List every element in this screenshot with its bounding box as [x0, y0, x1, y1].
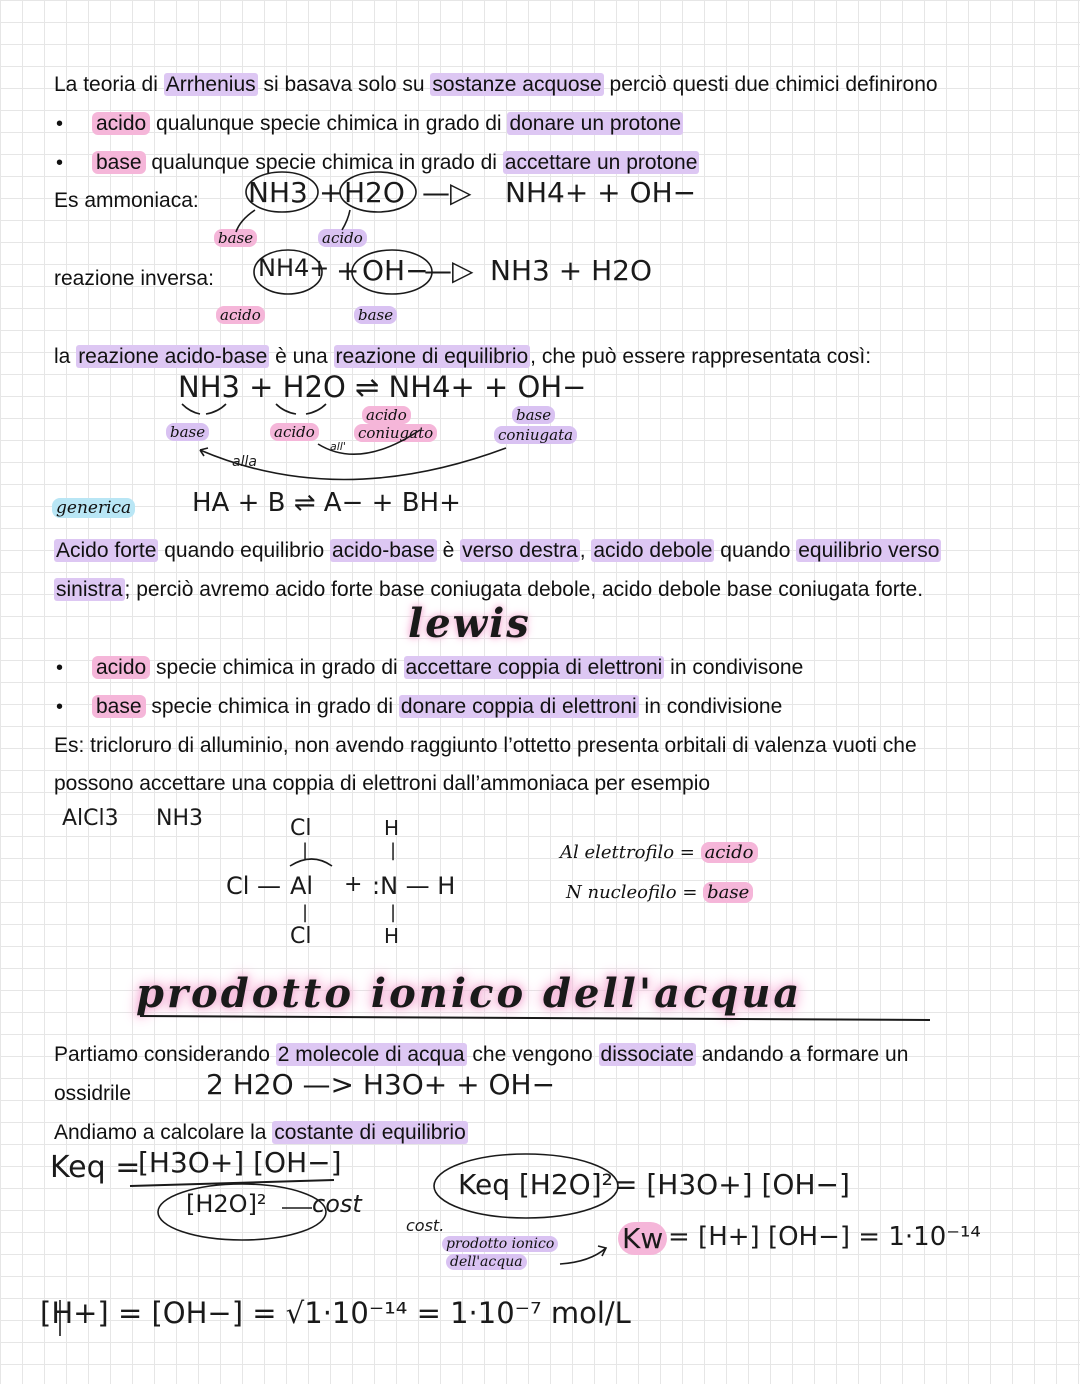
pointer-stroke: [236, 210, 255, 232]
structure-bond: |: [390, 902, 397, 923]
tag-base: base: [166, 423, 209, 441]
role-text: =: [674, 842, 701, 863]
role-base: base: [703, 882, 753, 903]
structure-cl-left: Cl —: [226, 872, 282, 900]
arc-arrow: [318, 430, 420, 454]
brace-stroke: [276, 404, 326, 414]
role-text: Al elettrofilo: [560, 842, 675, 863]
strength-text: ; perciò avremo acido forte base coniugata debole, acido debole base coniugata forte.: [124, 578, 924, 601]
highlight-arrhenius: Arrhenius: [165, 73, 256, 96]
circle-oh: [352, 250, 432, 294]
arrow-note-alla: alla: [232, 454, 257, 470]
water-equation: 2 H2O —> H3O+ + OH−: [206, 1068, 556, 1101]
highlight-accettare: accettare un protone: [504, 151, 698, 174]
highlight-dissociate: dissociate: [600, 1043, 694, 1066]
keq-rearranged-rhs: = [H3O+] [OH−]: [614, 1168, 850, 1201]
highlight-sostanze-acquose: sostanze acquose: [432, 73, 602, 96]
structure-h-bottom: H: [384, 924, 400, 948]
inverse-arrow: —▷: [424, 254, 474, 287]
ammonia-arrow: —▷: [422, 176, 472, 209]
structure-plus: +: [344, 872, 363, 897]
keq-rearranged: Keq [H2O]²: [458, 1168, 613, 1201]
note-prodotto-ionico: prodotto ionico: [442, 1236, 558, 1252]
water-text: Partiamo considerando: [54, 1043, 276, 1066]
water-paragraph-2: ossidrile: [54, 1082, 132, 1105]
tag-base-coniugata-2: coniugata: [494, 426, 577, 444]
keq-cost2: cost.: [406, 1216, 445, 1235]
brace-stroke: [182, 404, 226, 414]
formula-alcl3: AlCl3: [62, 806, 119, 831]
ammonia-reagent-1: NH3: [248, 176, 308, 209]
title-underline: [140, 1016, 930, 1020]
bullet-text: qualunque specie chimica in grado di: [145, 151, 503, 174]
eq-text: , che può essere rappresentata così:: [530, 345, 872, 368]
final-equation: [H+] = [OH−] = √1·10⁻¹⁴ = 1·10⁻⁷ mol/L: [40, 1296, 631, 1330]
generic-equation: HA + B ⇌ A− + BH+: [192, 488, 461, 518]
highlight-verso-destra: verso destra: [462, 539, 578, 562]
structure-h-top: H: [384, 816, 400, 840]
strength-text: è: [436, 539, 461, 562]
inverse-plus: +: [336, 254, 360, 287]
equilibrium-equation: NH3 + H2O ⇌ NH4+ + OH−: [178, 370, 587, 404]
role-text: =: [676, 882, 704, 903]
circle-nh4: [254, 250, 322, 294]
highlight-equilibrio-verso: equilibrio verso: [798, 539, 940, 562]
tag-base: base: [354, 306, 397, 324]
tag-base-coniugata-1: base: [512, 406, 555, 424]
keq-cost: cost: [312, 1190, 362, 1218]
role-acido: acido: [701, 842, 758, 863]
structure-cl-bottom: Cl: [290, 924, 312, 949]
ammonia-plus: +: [319, 176, 343, 209]
inverse-label: reazione inversa:: [54, 267, 214, 290]
term-acido: acido: [92, 112, 150, 135]
bullet-text: specie chimica in grado di: [150, 656, 404, 679]
structure-bond: |: [390, 840, 397, 861]
ammonia-label: Es ammoniaca:: [54, 189, 199, 212]
intro-text: La teoria di: [54, 73, 164, 96]
lewis-title: lewis: [408, 600, 531, 647]
tag-generica: generica: [52, 498, 135, 518]
arc-arrow: [200, 448, 506, 480]
structure-al: Al: [290, 872, 314, 900]
circle-keq: [434, 1154, 618, 1218]
circle-denominator: [158, 1184, 326, 1240]
note-dell-acqua: dell'acqua: [446, 1254, 527, 1270]
structure-bond: |: [302, 840, 309, 861]
highlight-donare: donare un protone: [509, 112, 682, 135]
inverse-reagent-1: NH4+: [258, 254, 330, 282]
tag-acido-coniugato-1: acido: [362, 406, 411, 424]
bullet-dot: •: [56, 113, 64, 135]
highlight-accettare-coppia: accettare coppia di elettroni: [405, 656, 663, 679]
kw-equation: = [H+] [OH−] = 1·10⁻¹⁴: [668, 1222, 981, 1252]
keq-numerator: [H3O+] [OH−]: [138, 1146, 342, 1179]
bullet-dot: •: [56, 657, 64, 679]
example-line-1: Es: tricloruro di alluminio, non avendo raggiunto l’ottetto presenta orbitali di valenza vuoti che: [54, 734, 917, 757]
water-title: prodotto ionico dell'acqua: [136, 970, 803, 1017]
structure-n: :N — H: [372, 872, 456, 900]
circle-nh3: [246, 172, 318, 212]
structure-bond: |: [302, 902, 309, 923]
highlight-acido-base: acido-base: [332, 539, 435, 562]
fraction-bar: [130, 1180, 334, 1186]
keq-denominator: [H2O]²: [186, 1190, 267, 1218]
bullet-text: in condivisione: [638, 695, 783, 718]
eq-text: è una: [269, 345, 334, 368]
intro-text: si basava solo su: [257, 73, 431, 96]
highlight-acido-forte: Acido forte: [56, 539, 157, 562]
formula-nh3: NH3: [156, 806, 203, 831]
tag-acido: acido: [270, 423, 319, 441]
inverse-products: NH3 + H2O: [490, 254, 652, 287]
bullet-dot: •: [56, 152, 64, 174]
bullet-dot: •: [56, 696, 64, 718]
strength-text: quando: [714, 539, 797, 562]
highlight-acido-debole: acido debole: [593, 539, 713, 562]
highlight-2-molecole: 2 molecole di acqua: [277, 1043, 465, 1066]
water-text: che vengono: [466, 1043, 599, 1066]
keq-lhs: Keq =: [50, 1150, 141, 1185]
example-line-2: possono accettare una coppia di elettroni dall’ammoniaca per esempio: [54, 772, 711, 795]
eq-text: la: [54, 345, 77, 368]
highlight-costante: costante di equilibrio: [274, 1121, 466, 1144]
strength-text: quando equilibrio: [158, 539, 331, 562]
highlight-donare-coppia: donare coppia di elettroni: [400, 695, 637, 718]
term-base: base: [92, 695, 146, 718]
bullet-text: specie chimica in grado di: [145, 695, 399, 718]
water-text: Andiamo a calcolare la: [54, 1121, 273, 1144]
role-text: N nucleofilo: [566, 882, 677, 903]
tag-acido: acido: [318, 229, 367, 247]
note-arrow: [560, 1246, 606, 1264]
highlight-sinistra: sinistra: [56, 578, 123, 601]
ammonia-reagent-2: H2O: [344, 176, 405, 209]
ammonia-products: NH4+ + OH−: [505, 176, 697, 209]
kw-symbol: Kw: [618, 1222, 667, 1255]
highlight-reazione-acido-base: reazione acido-base: [78, 345, 268, 368]
inverse-reagent-2: OH−: [362, 254, 429, 287]
term-base: base: [92, 151, 146, 174]
water-text: andando a formare un: [695, 1043, 909, 1066]
pointer-stroke: [342, 210, 350, 230]
circle-h2o: [340, 172, 416, 212]
electron-arrow: [290, 859, 332, 866]
bullet-text: qualunque specie chimica in grado di: [150, 112, 508, 135]
strength-text: ,: [579, 539, 592, 562]
structure-cl-top: Cl: [290, 816, 312, 841]
tag-base: base: [214, 229, 257, 247]
highlight-reazione-equilibrio: reazione di equilibrio: [335, 345, 529, 368]
term-acido: acido: [92, 656, 150, 679]
arrow-note-all: all': [330, 440, 346, 453]
tag-acido: acido: [216, 306, 265, 324]
intro-text: perciò questi due chimici definirono: [603, 73, 938, 96]
bullet-text: in condivisone: [664, 656, 804, 679]
tag-acido-coniugato-2: coniugato: [354, 424, 437, 442]
